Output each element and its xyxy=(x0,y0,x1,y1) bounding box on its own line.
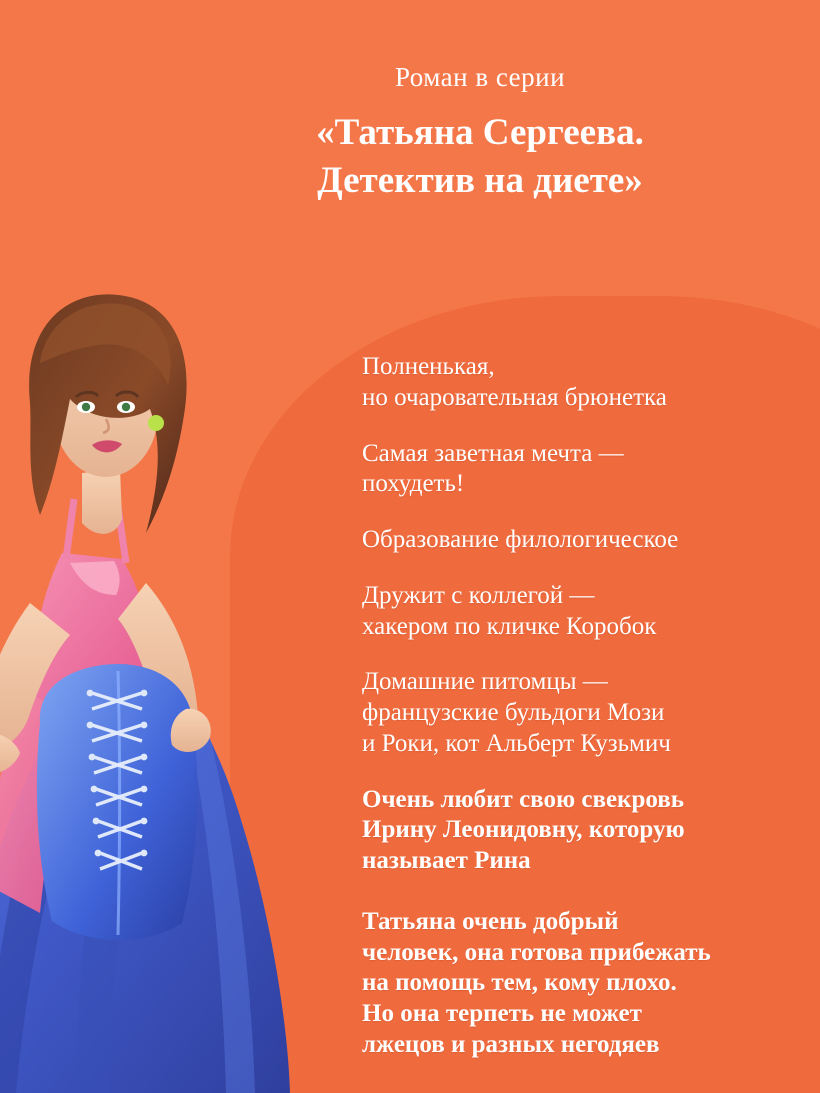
facts-list xyxy=(362,352,792,1061)
fact-line: лжецов и разных негодяев xyxy=(362,1030,660,1058)
fact-line: похудеть! xyxy=(362,470,465,498)
series-title-line-1: «Татьяна Сергеева. xyxy=(316,112,644,153)
list-item xyxy=(362,525,792,556)
blue-corset xyxy=(37,664,198,940)
series-label: Роман в серии xyxy=(394,62,566,92)
fact-line: Очень любит свою свекровь xyxy=(362,785,684,813)
neck xyxy=(82,469,122,534)
fact-line: и Роки, кот Альберт Кузьмич xyxy=(362,729,671,757)
fact-line: хакером по кличке Коробок xyxy=(362,612,657,640)
list-item xyxy=(362,439,792,501)
poster-header xyxy=(180,62,780,205)
fact-line: но очаровательная брюнетка xyxy=(362,383,667,411)
fact-line: Образование филологическое xyxy=(362,526,679,553)
fact-line: Домашние питомцы — xyxy=(362,668,608,696)
series-title-line-2: Детектив на диете» xyxy=(317,160,643,202)
fact-line: Но она терпеть не может xyxy=(362,1000,642,1027)
series-title xyxy=(180,109,780,205)
list-item xyxy=(362,581,792,643)
list-item xyxy=(362,785,792,877)
fact-line: Дружит с коллегой — xyxy=(362,581,595,609)
fact-line: человек, она готова прибежать xyxy=(362,938,711,966)
woman-in-blue-dress-illustration xyxy=(0,223,390,1093)
list-item xyxy=(362,352,792,414)
fact-line: на помощь тем, кому плохо. xyxy=(362,969,677,997)
fact-line: французские бульдоги Мози xyxy=(362,699,665,726)
fact-line: называет Рина xyxy=(362,847,531,874)
fact-line: Полненькая, xyxy=(362,353,495,380)
fact-line: Татьяна очень добрый xyxy=(362,907,619,935)
fact-line: Самая заветная мечта — xyxy=(362,439,624,467)
list-item xyxy=(362,667,792,759)
list-item xyxy=(362,907,792,1061)
fact-line: Ирину Леонидовну, которую xyxy=(362,816,685,844)
